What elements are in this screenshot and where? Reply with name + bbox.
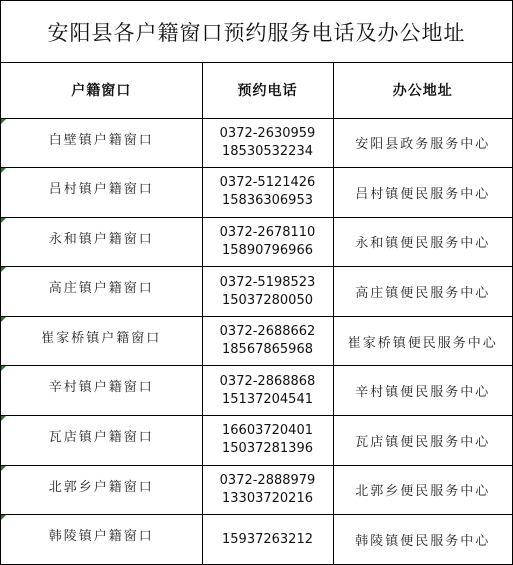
address-cell: 安阳县政务服务中心: [333, 118, 512, 168]
window-cell: [1, 217, 202, 267]
phone-cell: [202, 168, 333, 218]
header-window: 户籍窗口: [1, 63, 202, 118]
header-phone: 预约电话: [202, 63, 333, 118]
window-cell: [1, 118, 202, 168]
phone-primary: 0372-5121426: [219, 175, 316, 191]
phone-primary: 0372-2678110: [219, 224, 316, 240]
table-row: [1, 168, 512, 218]
table-row: [1, 267, 512, 317]
cell-marker-icon: [1, 218, 6, 223]
window-name: 崔家桥镇户籍窗口: [41, 330, 162, 346]
phone-cell: [202, 515, 333, 565]
cell-marker-icon: [1, 168, 6, 173]
phone-cell: [202, 366, 333, 416]
phone-secondary: 15937263212: [222, 531, 313, 547]
cell-marker-icon: [1, 267, 6, 272]
phone-secondary: 15037280050: [222, 292, 313, 308]
phone-cell: [202, 118, 333, 168]
phone-primary: 0372-2868868: [219, 373, 316, 389]
phone-secondary: 15890796966: [222, 242, 313, 258]
window-name: 高庄镇户籍窗口: [48, 281, 154, 297]
window-cell: [1, 316, 202, 366]
cell-marker-icon: [1, 466, 6, 471]
window-name: 白壁镇户籍窗口: [48, 132, 154, 148]
window-cell: [1, 515, 202, 565]
address-cell: 吕村镇便民服务中心: [333, 168, 512, 218]
phone-primary: 16603720401: [222, 423, 313, 439]
phone-secondary: 15836306953: [222, 193, 313, 209]
phone-secondary: 13303720216: [222, 490, 313, 506]
phone-primary: 0372-2630959: [219, 125, 316, 141]
header-address: 办公地址: [333, 63, 512, 118]
table-row: [1, 366, 512, 416]
cell-marker-icon: [1, 119, 6, 124]
table-row: [1, 515, 512, 565]
phone-cell: [202, 465, 333, 515]
phone-secondary: 15037281396: [222, 441, 313, 457]
phone-cell: [202, 267, 333, 317]
window-name: 韩陵镇户籍窗口: [48, 529, 154, 545]
phone-secondary: 18530532234: [222, 143, 313, 159]
phone-cell: [202, 217, 333, 267]
address-cell: 瓦店镇便民服务中心: [333, 416, 512, 466]
table-row: [1, 316, 512, 366]
phone-primary: 0372-2688662: [219, 324, 316, 340]
window-cell: [1, 267, 202, 317]
phone-cell: [202, 416, 333, 466]
header-row: [1, 63, 512, 118]
table-row: [1, 217, 512, 267]
window-name: 永和镇户籍窗口: [48, 231, 154, 247]
window-name: 辛村镇户籍窗口: [48, 380, 154, 396]
table-row: [1, 118, 512, 168]
cell-marker-icon: [1, 366, 6, 371]
window-cell: [1, 465, 202, 515]
window-name: 瓦店镇户籍窗口: [48, 430, 154, 446]
table-row: [1, 416, 512, 466]
window-name: 北郭乡户籍窗口: [48, 479, 154, 495]
address-cell: 韩陵镇便民服务中心: [355, 534, 491, 550]
cell-marker-icon: [1, 515, 6, 520]
window-name: 吕村镇户籍窗口: [48, 182, 154, 198]
address-cell: 高庄镇便民服务中心: [333, 267, 512, 317]
window-cell: [1, 416, 202, 466]
address-cell: 崔家桥镇便民服务中心: [333, 316, 512, 366]
phone-primary: 0372-2888979: [219, 472, 316, 488]
window-cell: [1, 168, 202, 218]
cell-marker-icon: [1, 416, 6, 421]
address-cell: 永和镇便民服务中心: [333, 217, 512, 267]
cell-marker-icon: [1, 317, 6, 322]
service-table: [1, 63, 512, 564]
address-cell: 北郭乡便民服务中心: [333, 465, 512, 515]
table-title: 安阳县各户籍窗口预约服务电话及办公地址: [1, 1, 512, 63]
phone-cell: [202, 316, 333, 366]
phone-secondary: 15137204541: [222, 391, 313, 407]
table-row: [1, 465, 512, 515]
address-cell: 辛村镇便民服务中心: [333, 366, 512, 416]
phone-secondary: 18567865968: [222, 342, 313, 358]
phone-primary: 0372-5198523: [219, 274, 316, 290]
window-cell: [1, 366, 202, 416]
